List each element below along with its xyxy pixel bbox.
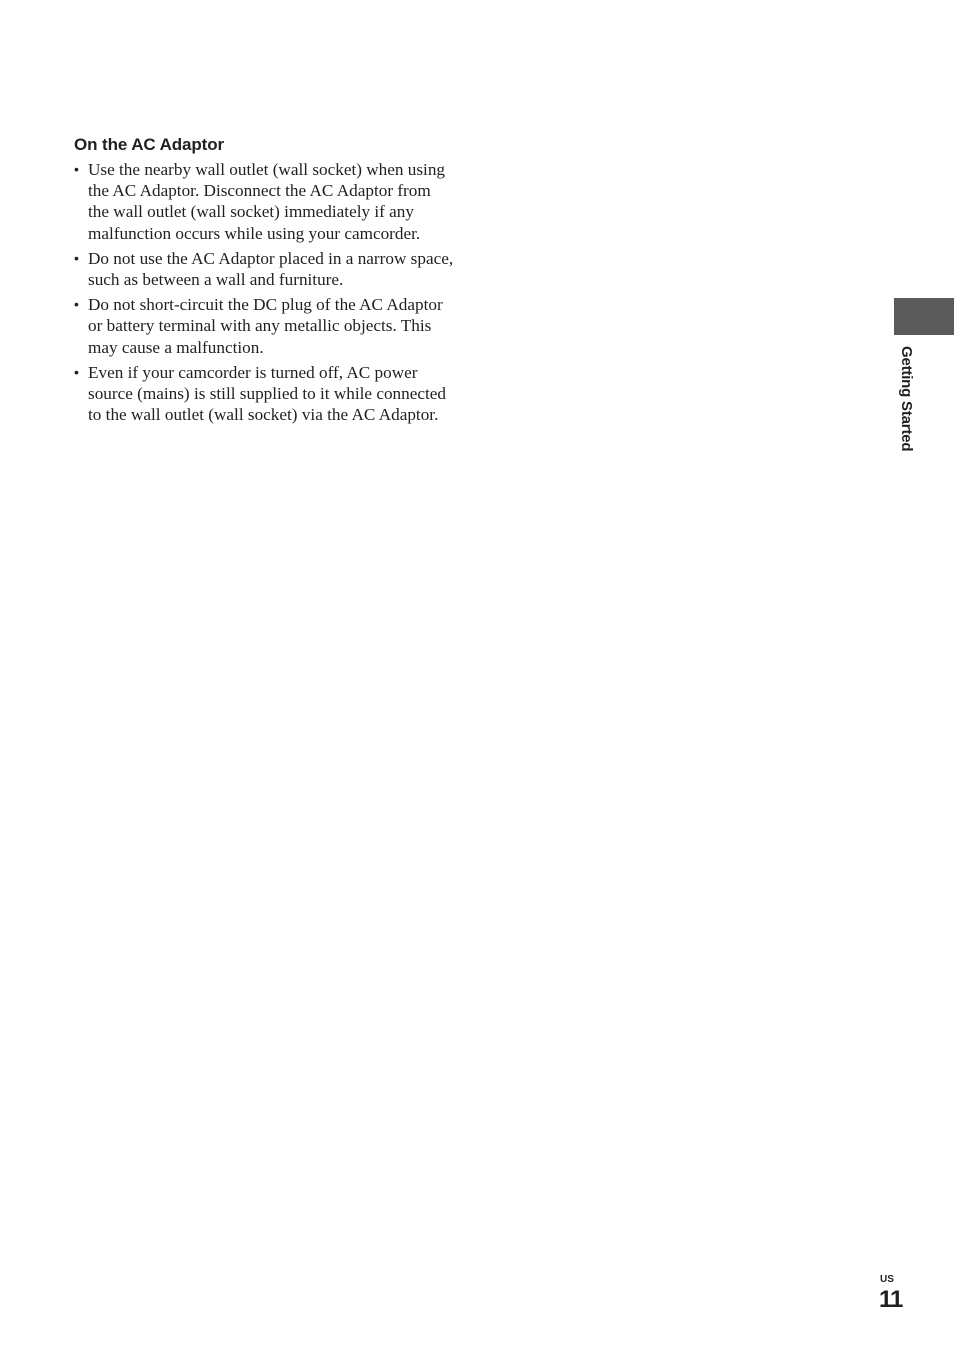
list-item [74,159,454,244]
list-item-text: Even if your camcorder is turned off, AC power source (mains) is still supplied to it while connected to the wall outlet (wall socket) via the AC Adaptor. [88,362,447,425]
list-item-text: Use the nearby wall outlet (wall socket) when using the AC Adaptor. Disconnect the AC Adaptor from the wall outlet (wall socket) immediately if any malfunction occurs while using your camcorder. [88,160,446,243]
chapter-label: Getting Started [898,346,915,452]
bullet-icon: • [74,296,79,313]
list-item-text: Do not short-circuit the DC plug of the AC Adaptor or battery terminal with any metallic objects. This may cause a malfunction. [88,295,443,357]
bullet-icon: • [74,363,79,380]
ac-adaptor-section [74,134,454,429]
bullet-list [74,159,454,425]
list-item [74,362,454,426]
region-code: US [880,1274,894,1285]
list-item-text: Do not use the AC Adaptor placed in a narrow space, such as between a wall and furniture. [88,248,454,290]
page-number: 11 [879,1286,903,1313]
list-item [74,294,454,358]
section-heading: On the AC Adaptor [74,135,225,154]
bullet-icon: • [74,249,79,266]
chapter-tab-marker [894,298,954,335]
list-item [74,248,454,290]
bullet-icon: • [74,161,79,177]
page-number-block [874,1274,924,1318]
